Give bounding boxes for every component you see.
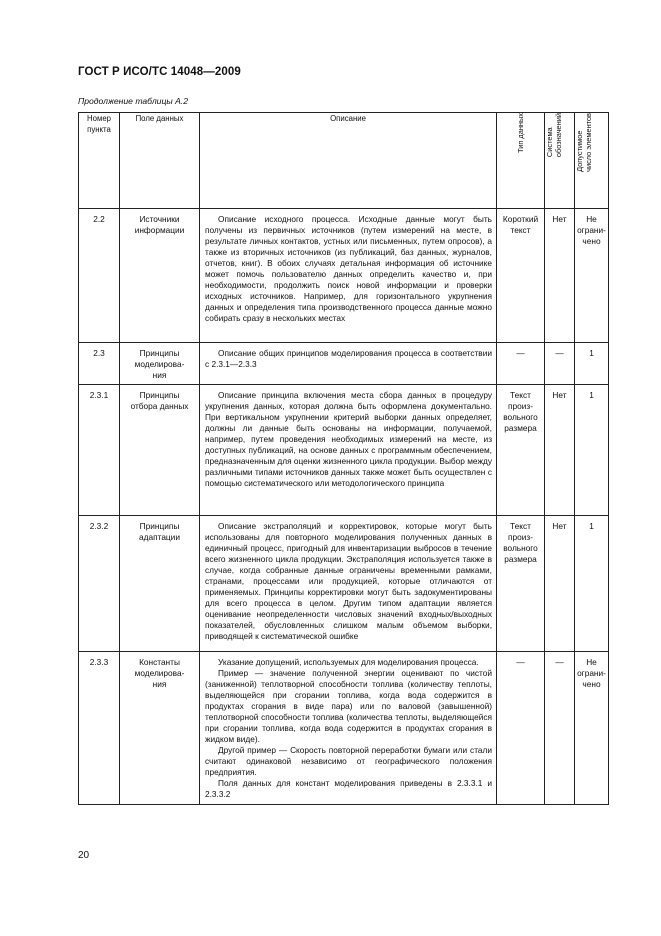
- notation-system: Нет: [545, 209, 575, 343]
- header-description: Описание: [200, 113, 497, 209]
- description: [200, 343, 497, 385]
- description: [200, 516, 497, 652]
- data-fields-table: [78, 112, 609, 805]
- notation-system: —: [545, 343, 575, 385]
- document-title: ГОСТ Р ИСО/ТС 14048—2009: [78, 66, 241, 78]
- description-paragraph: Пример — значение полученной энергии оценивают по чистой (заниженной) теплотворной способности топлива (количеству теплоты, выделяющейся при сгорании топлива, когда вода содержится в продуктах сгорания в виде пара) или по валовой (завышенной) теплотворной способности топлива (количества теплоты, выделяющейся при сгорании топлива, когда вода содержится в продуктах сгорания в жидком виде).: [205, 668, 492, 744]
- page-number: 20: [78, 850, 90, 861]
- table-row: [79, 516, 609, 652]
- header-data-field: Поле данных: [120, 113, 200, 209]
- description-paragraph: Описание исходного процесса. Исходные данные могут быть получены из первичных источников (путем измерений на месте, в результате личных контактов, устных или письменных, путем опросов), а также из вторичных источников (из публикаций, баз данных, журналов, отчетов, книг). В обоих случаях детальная информация об источнике может помочь пользователю данных определить качество и, при необходимости, продолжить поиск новой информации и проверки исходных источников. Например, для горизонтального укрупнения данных и определения типа производственного процесса данные можно собирать сразу в нескольких местах: [205, 214, 492, 323]
- allowed-count: 1: [575, 385, 609, 516]
- allowed-count: Не ограни- чено: [575, 652, 609, 805]
- description-paragraph: Описание принципа включения места сбора данных в процедуру укрупнения данных, которая должна быть оформлена документально. При вертикальном укрупнении критерий выборки данных определяет, должны ли данные быть основаны на информации, получаемой, например, путем проведения необходимых измерений на месте, из доступных публикаций, на основе данных с программным обеспечением, предназначенным для оценки жизненного цикла продукции. Выбор между различными типами источников данных также может быть осуществлен с помощью систематического или методологического принципа: [205, 390, 492, 488]
- header-item-number: Номер пункта: [79, 113, 120, 209]
- notation-system: Нет: [545, 385, 575, 516]
- description-paragraph: Поля данных для констант моделирования приведены в 2.3.3.1 и 2.3.3.2: [205, 778, 492, 799]
- data-type: —: [497, 652, 545, 805]
- item-number: 2.2: [79, 209, 120, 343]
- notation-system: —: [545, 652, 575, 805]
- header-notation-system: Система обозначений: [545, 113, 575, 209]
- description: [200, 209, 497, 343]
- data-type: Текст произ- вольного размера: [497, 385, 545, 516]
- header-allowed-count: Допустимое число элементов: [575, 113, 609, 209]
- table-row: [79, 209, 609, 343]
- data-field-name: Принципы моделирова- ния: [120, 343, 200, 385]
- description-paragraph: Другой пример — Скорость повторной переработки бумаги или стали считают одинаковой независимо от географического положения предприятия.: [205, 745, 492, 777]
- header-data-type: Тип данных: [497, 113, 545, 209]
- table-row: [79, 652, 609, 805]
- description-paragraph: Описание общих принципов моделирования процесса в соответствии с 2.3.1—2.3.3: [205, 348, 492, 369]
- allowed-count: 1: [575, 516, 609, 652]
- item-number: 2.3.1: [79, 385, 120, 516]
- allowed-count: Не ограни- чено: [575, 209, 609, 343]
- item-number: 2.3: [79, 343, 120, 385]
- data-field-name: Константы моделирова- ния: [120, 652, 200, 805]
- data-type: —: [497, 343, 545, 385]
- data-field-name: Источники информации: [120, 209, 200, 343]
- description: [200, 652, 497, 805]
- item-number: 2.3.2: [79, 516, 120, 652]
- table-row: [79, 385, 609, 516]
- allowed-count: 1: [575, 343, 609, 385]
- item-number: 2.3.3: [79, 652, 120, 805]
- data-type: Короткий текст: [497, 209, 545, 343]
- description: [200, 385, 497, 516]
- data-field-name: Принципы адаптации: [120, 516, 200, 652]
- description-paragraph: Указание допущений, используемых для моделирования процесса.: [218, 657, 479, 667]
- table-header-row: [79, 113, 609, 209]
- table-row: [79, 343, 609, 385]
- table-continuation-caption: Продолжение таблицы А.2: [78, 96, 188, 106]
- notation-system: Нет: [545, 516, 575, 652]
- data-field-name: Принципы отбора данных: [120, 385, 200, 516]
- description-paragraph: Описание экстраполяций и корректировок, которые могут быть использованы для повторного моделирования полученных данных в единичный процесс, пригодный для инвентаризации выбросов в течение всего жизненного цикла продукции. Экстраполяция используется также в случае, когда собранные данные ограничены временными рамками, странами, процессами или продукцией, которые отличаются от применяемых. Принципы корректировки могут быть задокументированы для всего процесса в целом. Другим типом адаптации является оценивание неопределенности числовых значений входных/выходных показателей, обусловленных слишком малым объемом выборки, приводящей к систематической ошибке: [205, 521, 492, 641]
- data-type: Текст произ- вольного размера: [497, 516, 545, 652]
